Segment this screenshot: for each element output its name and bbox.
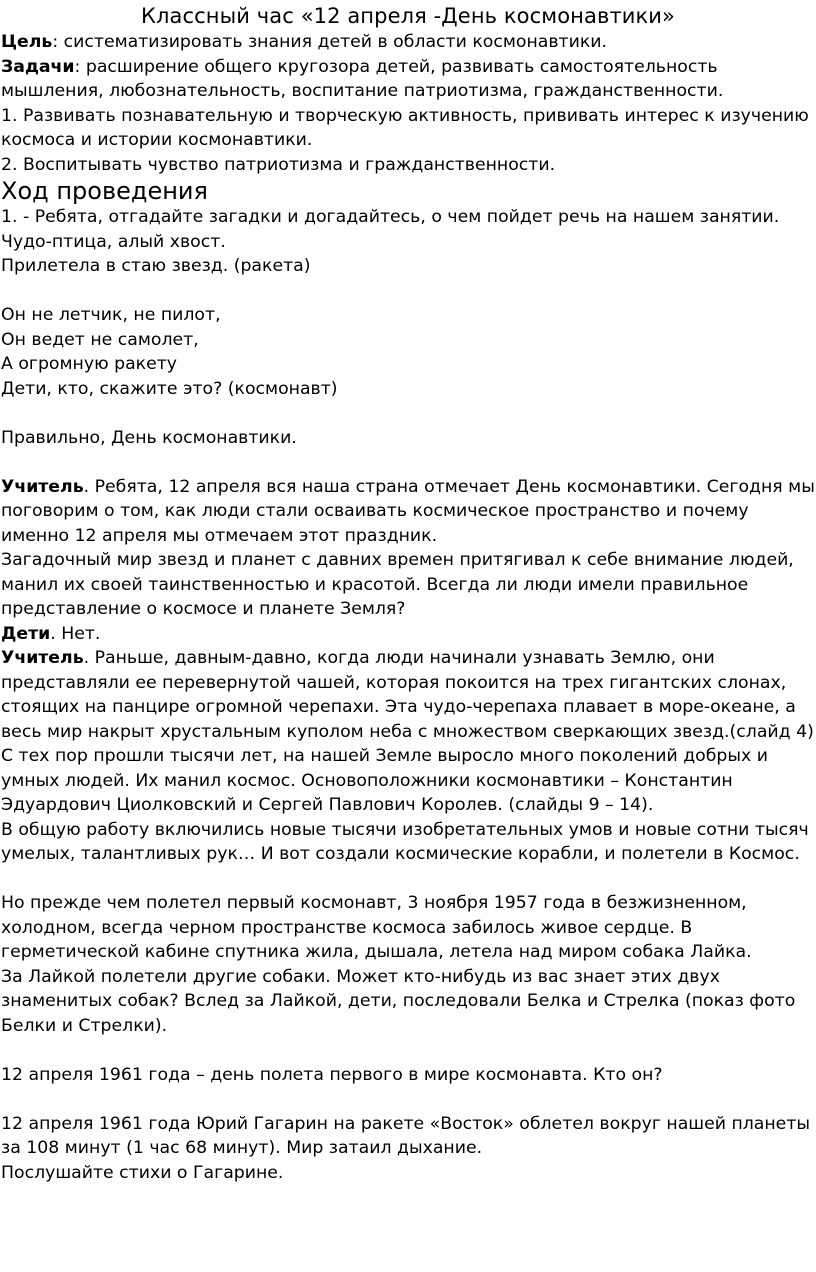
spacer bbox=[0, 1087, 816, 1112]
children-label: Дети bbox=[1, 623, 51, 644]
dogs-paragraph: За Лайкой полетели другие собаки. Может кто-нибудь из вас знает этих двух знаменитых собак? Вслед за Лайкой, дети, последовали Белка и Стрелка (показ фото Белки и Стрелки). bbox=[1, 966, 801, 1036]
april-paragraph: 12 апреля 1961 года – день полета первого в мире космонавта. Кто он? bbox=[1, 1064, 663, 1085]
teacher-text-1: . Ребята, 12 апреля вся наша страна отмечает День космонавтики. Сегодня мы поговорим о том, как люди стали осваивать космическое пространство и почему именно 12 апреля мы отмечаем этот праздник. bbox=[1, 476, 815, 546]
goal-label: Цель bbox=[1, 32, 53, 52]
teacher-label: Учитель bbox=[1, 476, 84, 497]
laika-paragraph: Но прежде чем полетел первый космонавт, 3 ноября 1957 года в безжизненном, холодном, всегда черном пространстве космоса забилось живое сердце. В герметической кабине спутника жила, дышала, летела над миром собака Лайка. bbox=[1, 893, 753, 962]
spacer bbox=[0, 401, 816, 426]
spacer bbox=[0, 450, 816, 475]
riddle2-line2: Он ведет не самолет, bbox=[1, 329, 199, 350]
tasks-paragraph bbox=[0, 55, 816, 104]
riddle2-line3: А огромную ракету bbox=[1, 354, 178, 374]
section-heading: Ход проведения bbox=[1, 177, 208, 205]
task-1: 1. Развивать познавательную и творческую активность, прививать интерес к изучению космоса и истории космонавтики. bbox=[1, 105, 815, 150]
goal-paragraph bbox=[0, 30, 816, 55]
children-paragraph bbox=[0, 622, 816, 647]
goal-text: : систематизировать знания детей в области космонавтики. bbox=[52, 32, 607, 52]
riddle2-line1: Он не летчик, не пилот, bbox=[1, 305, 221, 325]
correct-paragraph: Правильно, День космонавтики. bbox=[1, 427, 297, 448]
mystery-paragraph: Загадочный мир звезд и планет с давних времен притягивал к себе внимание людей, манил их своей таинственностью и красотой. Всегда ли люди имели правильное представление о космосе и планете Земля? bbox=[1, 550, 800, 619]
poems-paragraph: Послушайте стихи о Гагарине. bbox=[1, 1162, 284, 1183]
spacer bbox=[0, 1038, 816, 1063]
teacher-paragraph-2 bbox=[0, 646, 816, 744]
riddle2-line4: Дети, кто, скажите это? (космонавт) bbox=[1, 378, 338, 399]
riddle1-line1: Чудо-птица, алый хвост. bbox=[1, 231, 226, 252]
spacer bbox=[0, 279, 816, 304]
gagarin-paragraph: 12 апреля 1961 года Юрий Гагарин на ракете «Восток» облетел вокруг нашей планеты за 108 минут (1 час 68 минут). Мир затаил дыхание. bbox=[1, 1113, 816, 1158]
riddle1-line2: Прилетела в стаю звезд. (ракета) bbox=[1, 256, 311, 276]
tasks-label: Задачи bbox=[1, 56, 75, 77]
children-text: . Нет. bbox=[50, 623, 101, 644]
task-2: 2. Воспитывать чувство патриотизма и гражданственности. bbox=[1, 154, 556, 175]
teacher-label: Учитель bbox=[1, 648, 84, 668]
tasks-text: : расширение общего кругозора детей, развивать самостоятельность мышления, любознательность, воспитание патриотизма, гражданственности. bbox=[1, 56, 724, 101]
page-title: Классный час «12 апреля -День космонавтики» bbox=[140, 4, 676, 28]
teacher-text-2: . Раньше, давным-давно, когда люди начинали узнавать Землю, они представляли ее перевернутой чашей, которая покоится на трех гигантских слонах, стоящих на панцире огромной черепахи. Эта чудо-черепаха плавает в море-океане, а весь мир накрыт хрустальным куполом неба с множеством сверкающих звезд.(слайд 4) bbox=[1, 648, 814, 742]
founders-paragraph: С тех пор прошли тысячи лет, на нашей Земле выросло много поколений добрых и умных людей. Их манил космос. Основоположники космонавтики – Константин Эдуардович Циолковский и Сергей Павлович Королев. (слайды 9 – 14). bbox=[1, 746, 774, 815]
spacer bbox=[0, 867, 816, 892]
intro-paragraph: 1. - Ребята, отгадайте загадки и догадайтесь, о чем пойдет речь на нашем занятии. bbox=[1, 207, 780, 227]
work-paragraph: В общую работу включились новые тысячи изобретательных умов и новые сотни тысяч умелых, талантливых рук… И вот создали космические корабли, и полетели в Космос. bbox=[1, 819, 815, 864]
teacher-paragraph-1 bbox=[0, 475, 816, 549]
